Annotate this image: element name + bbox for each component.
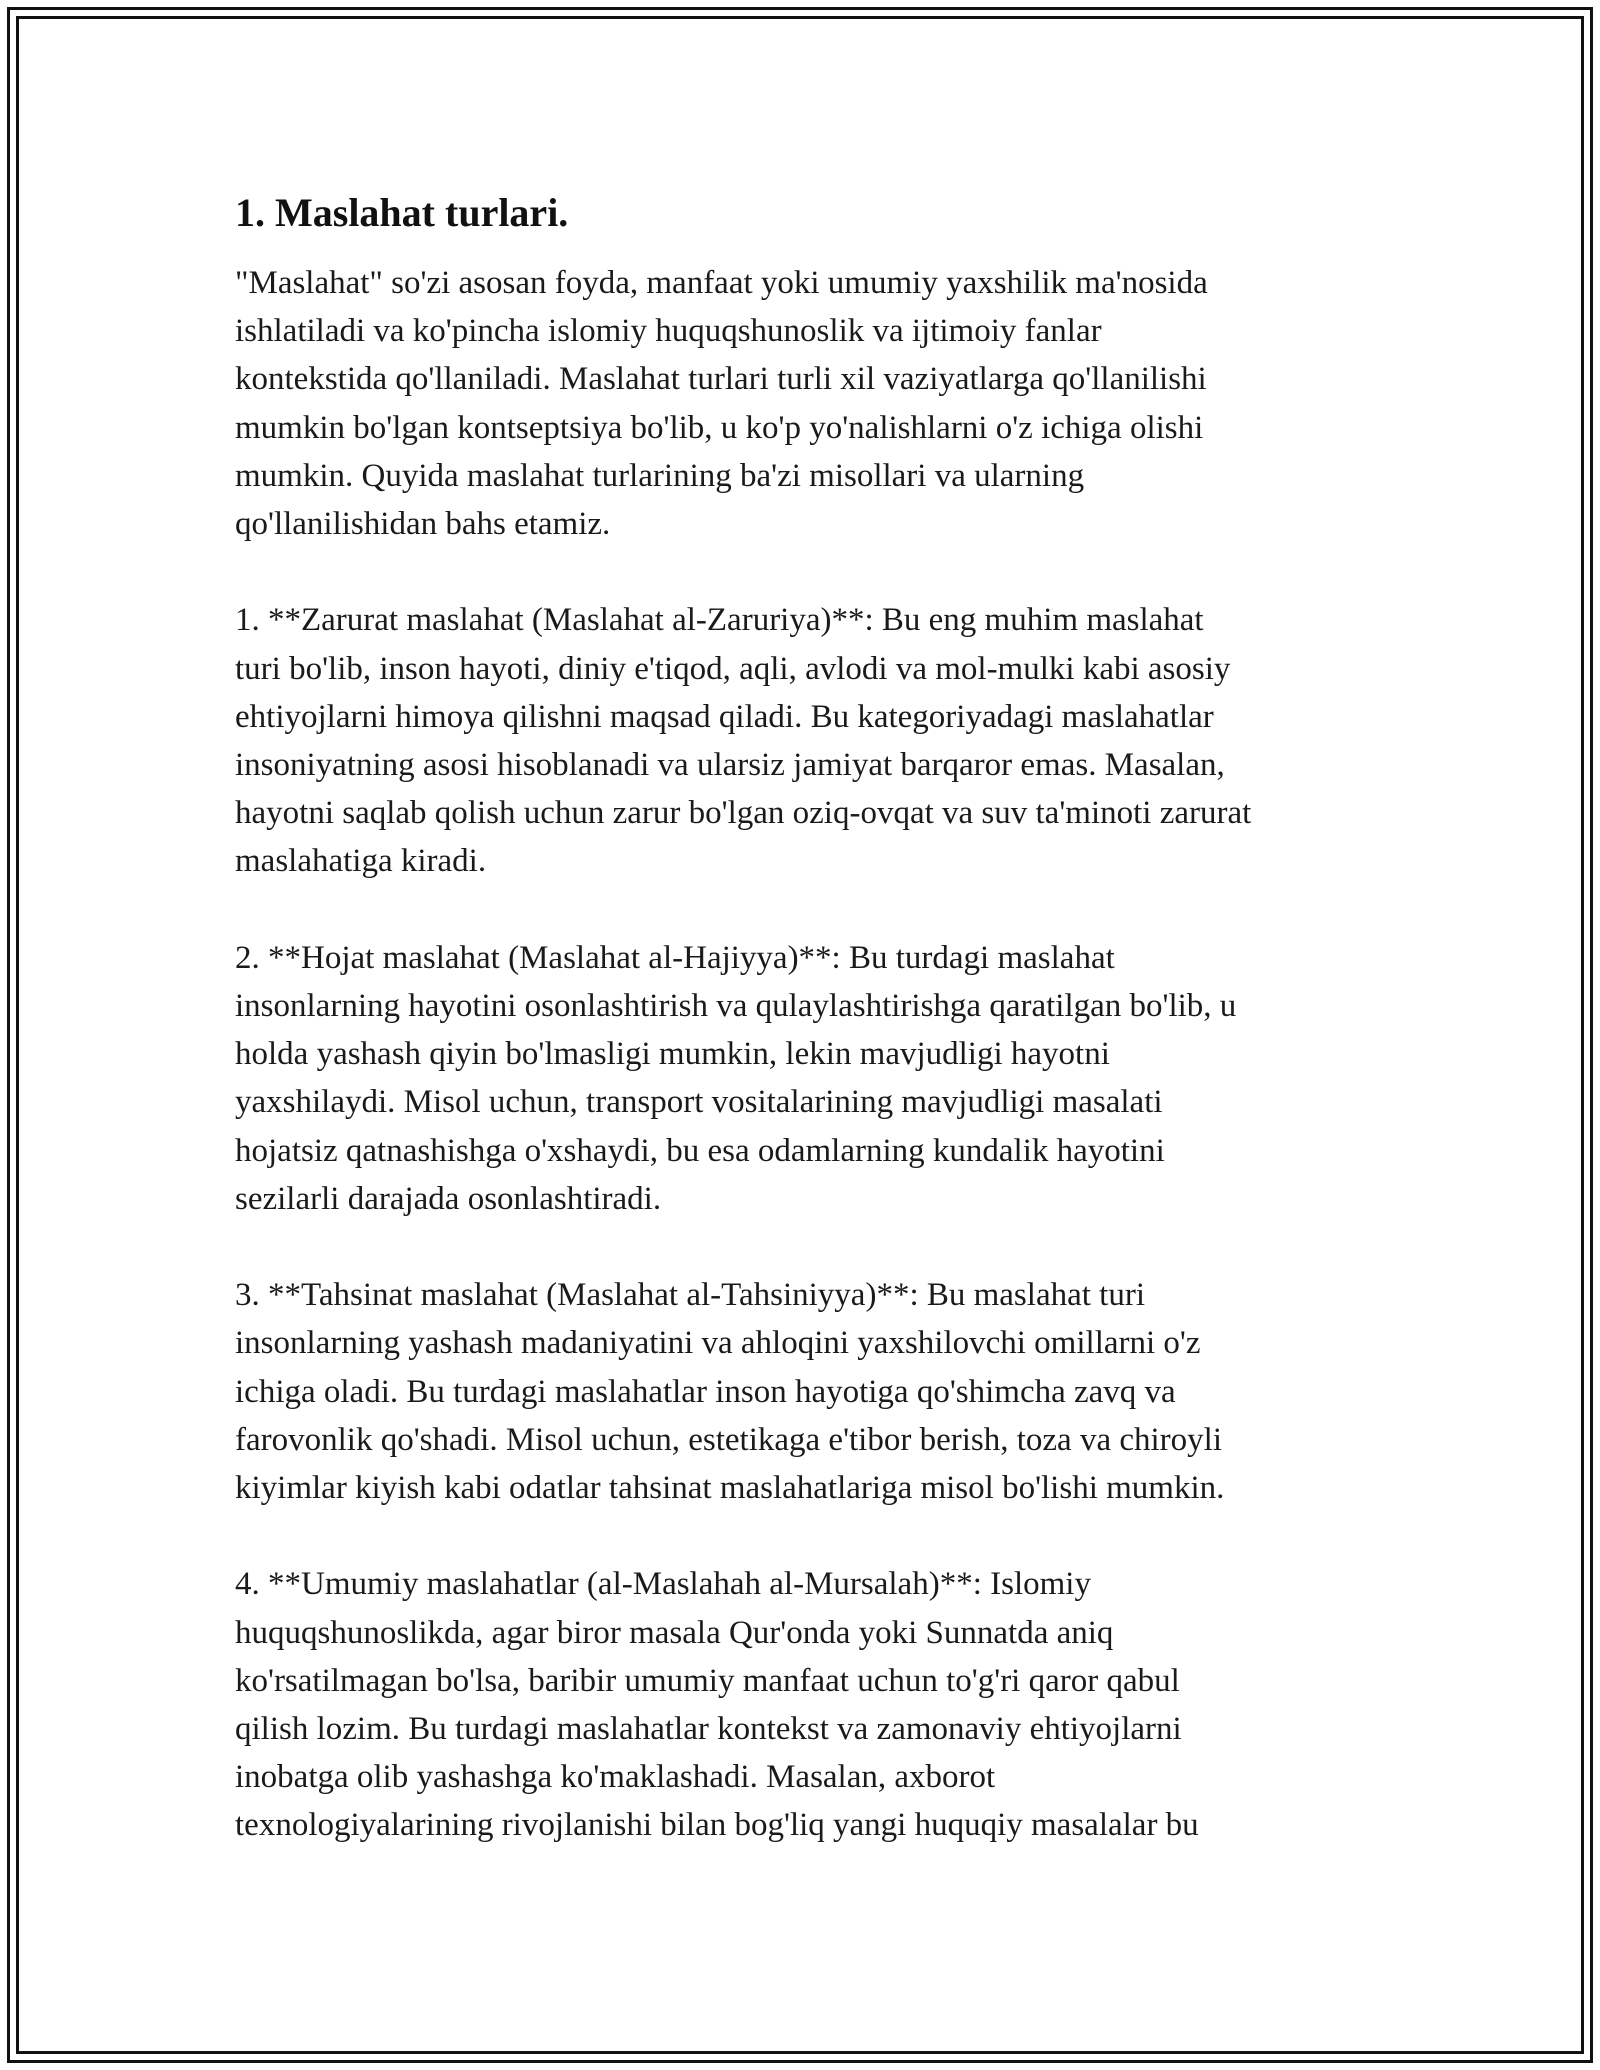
text-line: mumkin bo'lgan kontseptsiya bo'lib, u ko'p yo'nalishlarni o'z ichiga olishi: [235, 409, 1204, 446]
text-line: qilish lozim. Bu turdagi maslahatlar kontekst va zamonaviy ehtiyojlarni: [235, 1711, 1182, 1748]
text-line: ichiga oladi. Bu turdagi maslahatlar inson hayotiga qo'shimcha zavq va: [235, 1373, 1176, 1410]
text-line: ehtiyojlarni himoya qilishni maqsad qiladi. Bu kategoriyadagi maslahatlar: [235, 698, 1214, 735]
text-line: insoniyatning asosi hisoblanadi va ularsiz jamiyat barqaror emas. Masalan,: [235, 747, 1225, 784]
text-line: hayotni saqlab qolish uchun zarur bo'lgan oziq-ovqat va suv ta'minoti zarurat: [235, 795, 1252, 832]
document-body: [235, 185, 1375, 1850]
text-line: kontekstida qo'llaniladi. Maslahat turlari turli xil vaziyatlarga qo'llanilishi: [235, 361, 1207, 398]
text-line: turi bo'lib, inson hayoti, diniy e'tiqod, aqli, avlodi va mol-mulki kabi asosiy: [235, 650, 1231, 687]
text-line: qo'llanilishidan bahs etamiz.: [235, 506, 611, 543]
list-item-zarurat: [235, 596, 1375, 885]
text-line: farovonlik qo'shadi. Misol uchun, estetikaga e'tibor berish, toza va chiroyli: [235, 1421, 1222, 1458]
text-line: inobatga olib yashashga ko'maklashadi. Masalan, axborot: [235, 1759, 996, 1796]
section-heading: 1. Maslahat turlari.: [235, 190, 569, 235]
text-line: texnologiyalarining rivojlanishi bilan bog'liq yangi huquqiy masalalar bu: [235, 1807, 1199, 1844]
text-line: huquqshunoslikda, agar biror masala Qur'onda yoki Sunnatda aniq: [235, 1614, 1114, 1651]
text-line: ko'rsatilmagan bo'lsa, baribir umumiy manfaat uchun to'g'ri qaror qabul: [235, 1662, 1180, 1699]
text-line: maslahatiga kiradi.: [235, 843, 487, 880]
text-line: hojatsiz qatnashishga o'xshaydi, bu esa odamlarning kundalik hayotini: [235, 1132, 1165, 1169]
list-item-hojat: [235, 934, 1375, 1223]
text-line: 3. **Tahsinat maslahat (Maslahat al-Tahsiniyya)**: Bu maslahat turi: [235, 1277, 1145, 1314]
text-line: ishlatiladi va ko'pincha islomiy huquqshunoslik va ijtimoiy fanlar: [235, 313, 1102, 350]
text-line: kiyimlar kiyish kabi odatlar tahsinat maslahatlariga misol bo'lishi mumkin.: [235, 1470, 1225, 1507]
text-line: 4. **Umumiy maslahatlar (al-Maslahah al-Mursalah)**: Islomiy: [235, 1566, 1091, 1603]
text-line: 2. **Hojat maslahat (Maslahat al-Hajiyya)**: Bu turdagi maslahat: [235, 939, 1115, 976]
text-line: insonlarning hayotini osonlashtirish va qulaylashtirishga qaratilgan bo'lib, u: [235, 988, 1237, 1025]
list-item-umumiy: [235, 1560, 1375, 1849]
intro-paragraph: [235, 259, 1375, 548]
text-line: sezilarli darajada osonlashtiradi.: [235, 1180, 662, 1217]
text-line: yaxshilaydi. Misol uchun, transport vositalarining mavjudligi masalati: [235, 1084, 1163, 1121]
list-item-tahsinat: [235, 1271, 1375, 1512]
text-line: insonlarning yashash madaniyatini va ahloqini yaxshilovchi omillarni o'z: [235, 1325, 1201, 1362]
text-line: "Maslahat" so'zi asosan foyda, manfaat yoki umumiy yaxshilik ma'nosida: [235, 265, 1208, 301]
text-line: holda yashash qiyin bo'lmasligi mumkin, lekin mavjudligi hayotni: [235, 1036, 1110, 1073]
text-line: 1. **Zarurat maslahat (Maslahat al-Zaruriya)**: Bu eng muhim maslahat: [235, 602, 1204, 639]
text-line: mumkin. Quyida maslahat turlarining ba'zi misollari va ularning: [235, 457, 1085, 494]
